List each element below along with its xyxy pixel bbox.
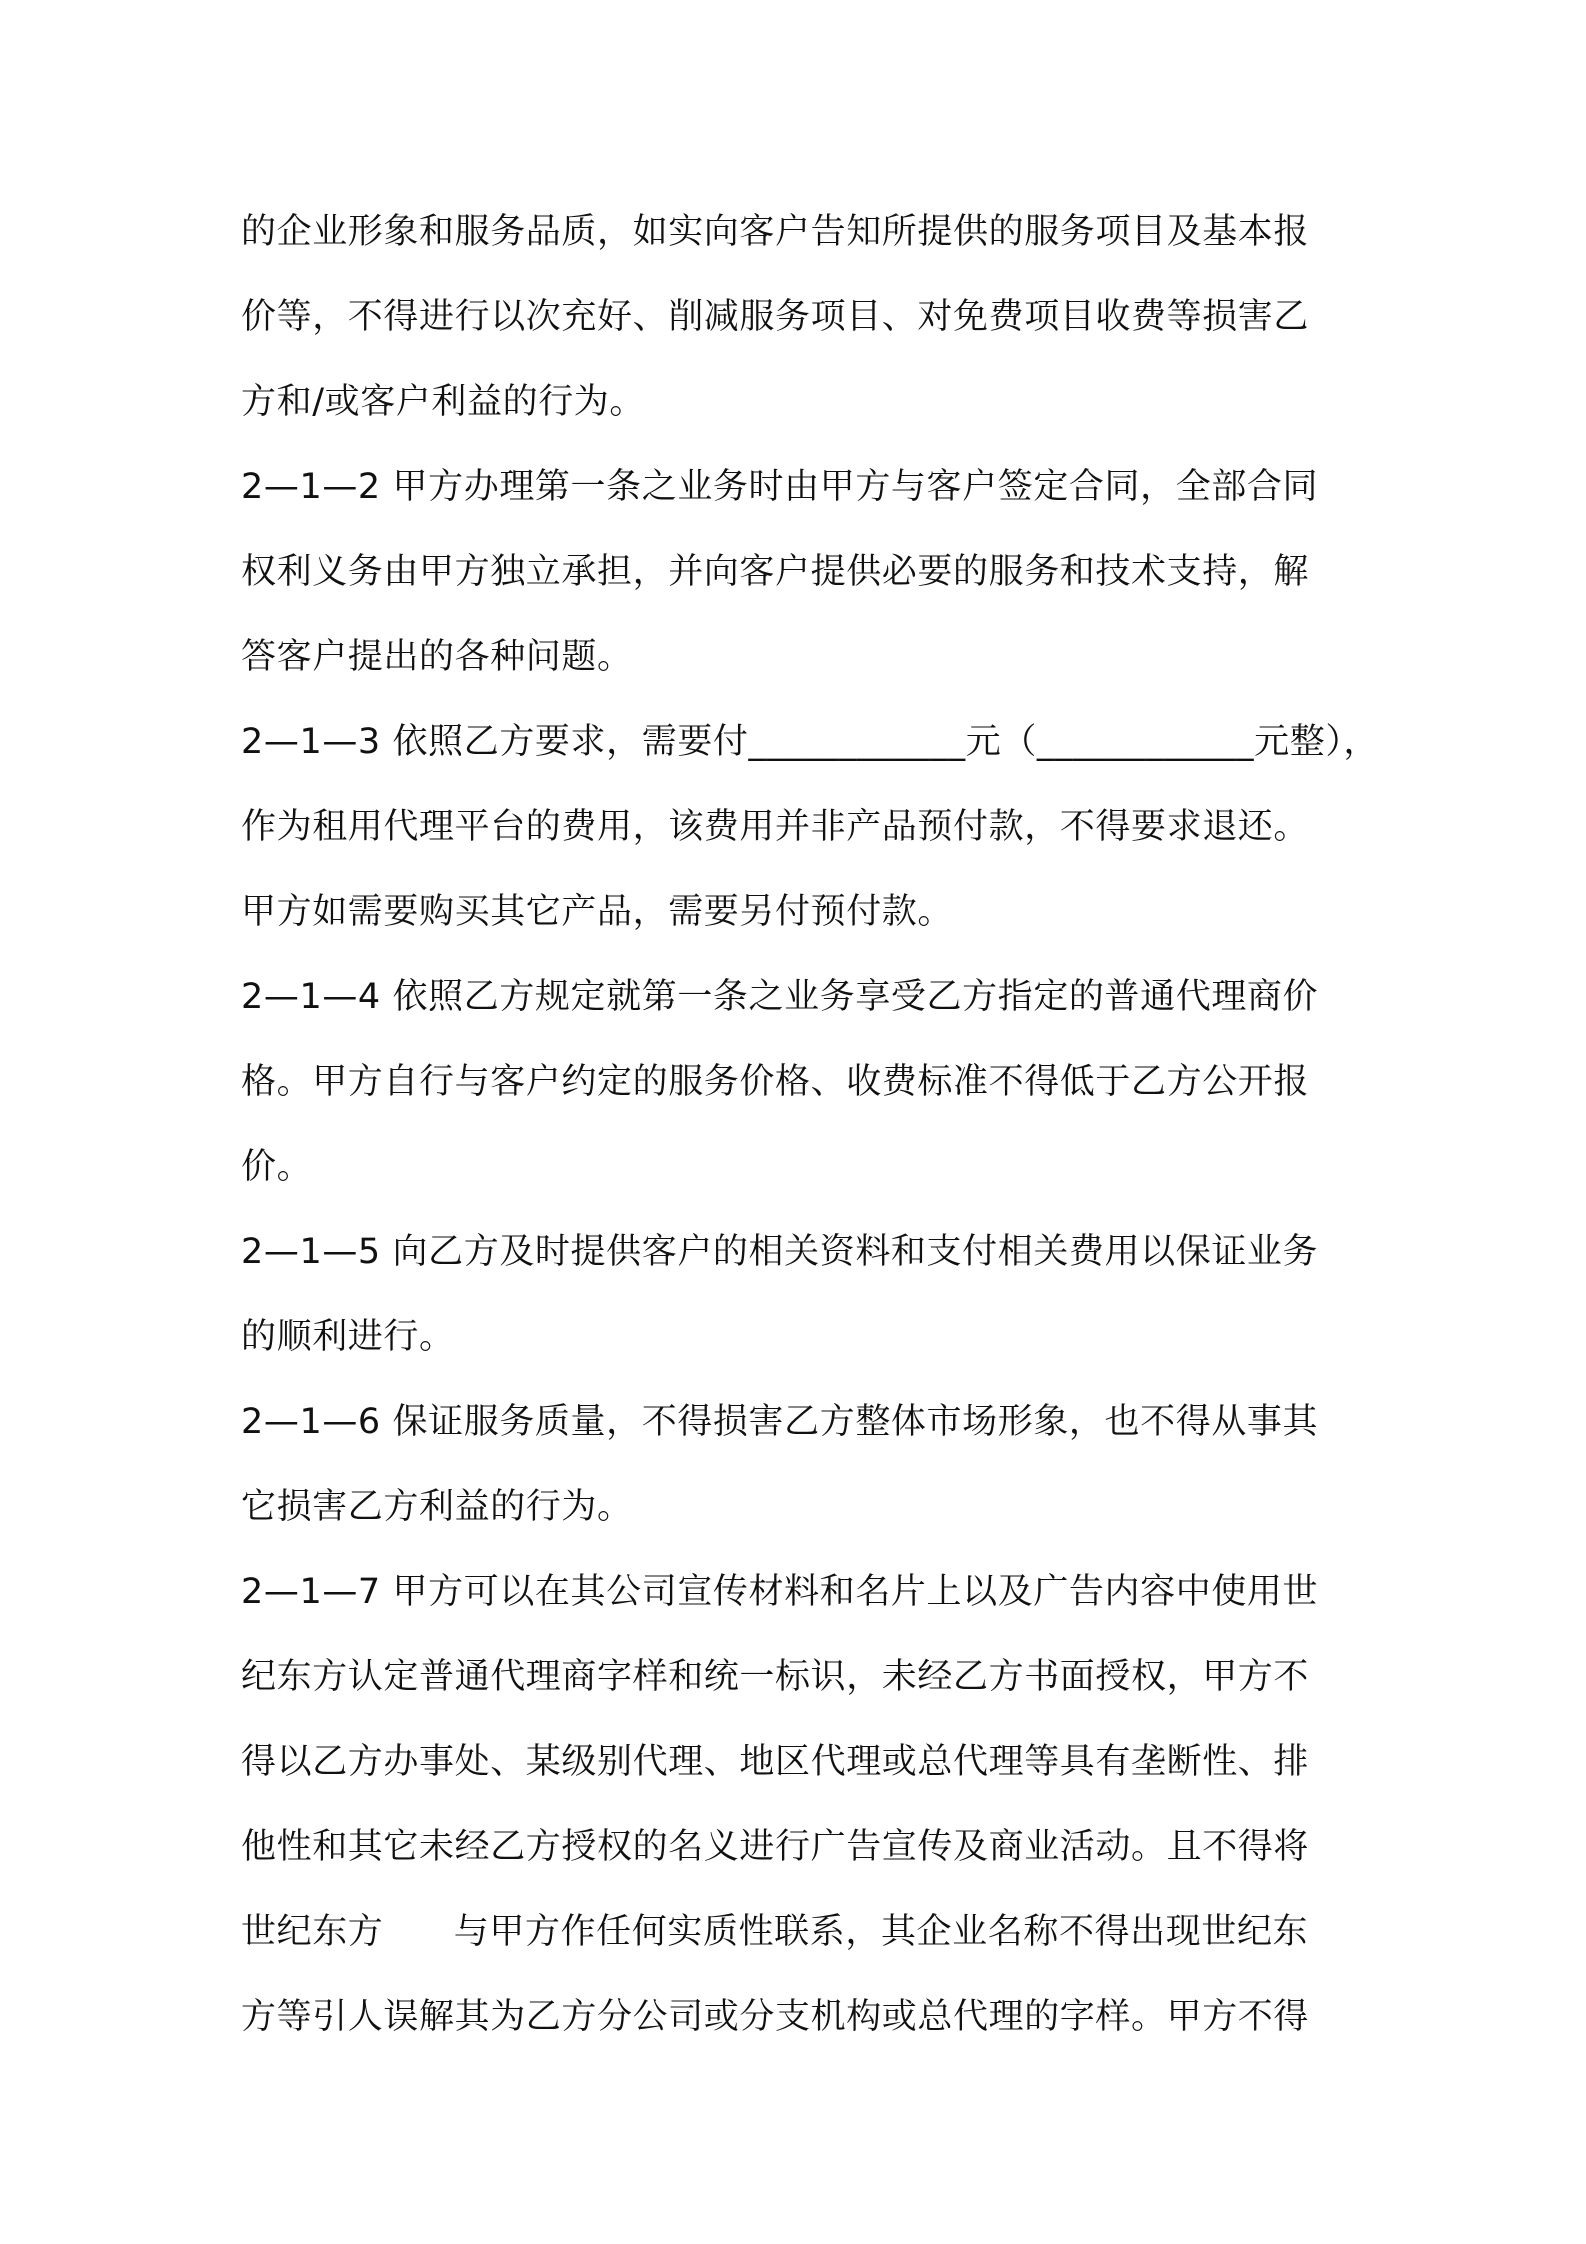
text-line: 世纪东方 与甲方作任何实质性联系，其企业名称不得出现世纪东 xyxy=(241,1912,1309,1952)
text-line: 方等引人误解其为乙方分公司或分支机构或总代理的字样。甲方不得 xyxy=(241,1997,1310,2037)
text-line: 2—1—4 依照乙方规定就第一条之业务享受乙方指定的普通代理商价 xyxy=(241,977,1319,1017)
text-line: 他性和其它未经乙方授权的名义进行广告宣传及商业活动。且不得将 xyxy=(241,1827,1310,1867)
text-line: 作为租用代理平台的费用，该费用并非产品预付款，不得要求退还。 xyxy=(241,807,1310,847)
text-line: 甲方如需要购买其它产品，需要另付预付款。 xyxy=(241,892,954,932)
text-line: 2—1—5 向乙方及时提供客户的相关资料和支付相关费用以保证业务 xyxy=(241,1232,1319,1272)
text-line: 方和/或客户利益的行为。 xyxy=(241,382,645,422)
text-line: 纪东方认定普通代理商字样和统一标识，未经乙方书面授权，甲方不 xyxy=(241,1657,1310,1697)
text-line: 格。甲方自行与客户约定的服务价格、收费标准不得低于乙方公开报 xyxy=(241,1062,1310,1102)
text-line: 2—1—3 依照乙方要求，需要付____________元（____________元整）， xyxy=(241,722,1380,762)
text-line: 它损害乙方利益的行为。 xyxy=(241,1487,633,1527)
text-line: 价等，不得进行以次充好、削减服务项目、对免费项目收费等损害乙 xyxy=(241,297,1310,337)
text-line: 2—1—6 保证服务质量，不得损害乙方整体市场形象，也不得从事其 xyxy=(241,1402,1319,1442)
text-line: 得以乙方办事处、某级别代理、地区代理或总代理等具有垄断性、排 xyxy=(241,1742,1310,1782)
text-line: 价。 xyxy=(241,1147,313,1187)
text-line: 的顺利进行。 xyxy=(241,1317,455,1357)
text-line: 答客户提出的各种问题。 xyxy=(241,637,633,677)
text-line: 2—1—2 甲方办理第一条之业务时由甲方与客户签定合同，全部合同 xyxy=(241,467,1319,507)
text-line: 2—1—7 甲方可以在其公司宣传材料和名片上以及广告内容中使用世 xyxy=(241,1572,1319,1612)
text-line: 的企业形象和服务品质，如实向客户告知所提供的服务项目及基本报 xyxy=(241,212,1310,252)
text-line: 权利义务由甲方独立承担，并向客户提供必要的服务和技术支持，解 xyxy=(241,552,1310,592)
